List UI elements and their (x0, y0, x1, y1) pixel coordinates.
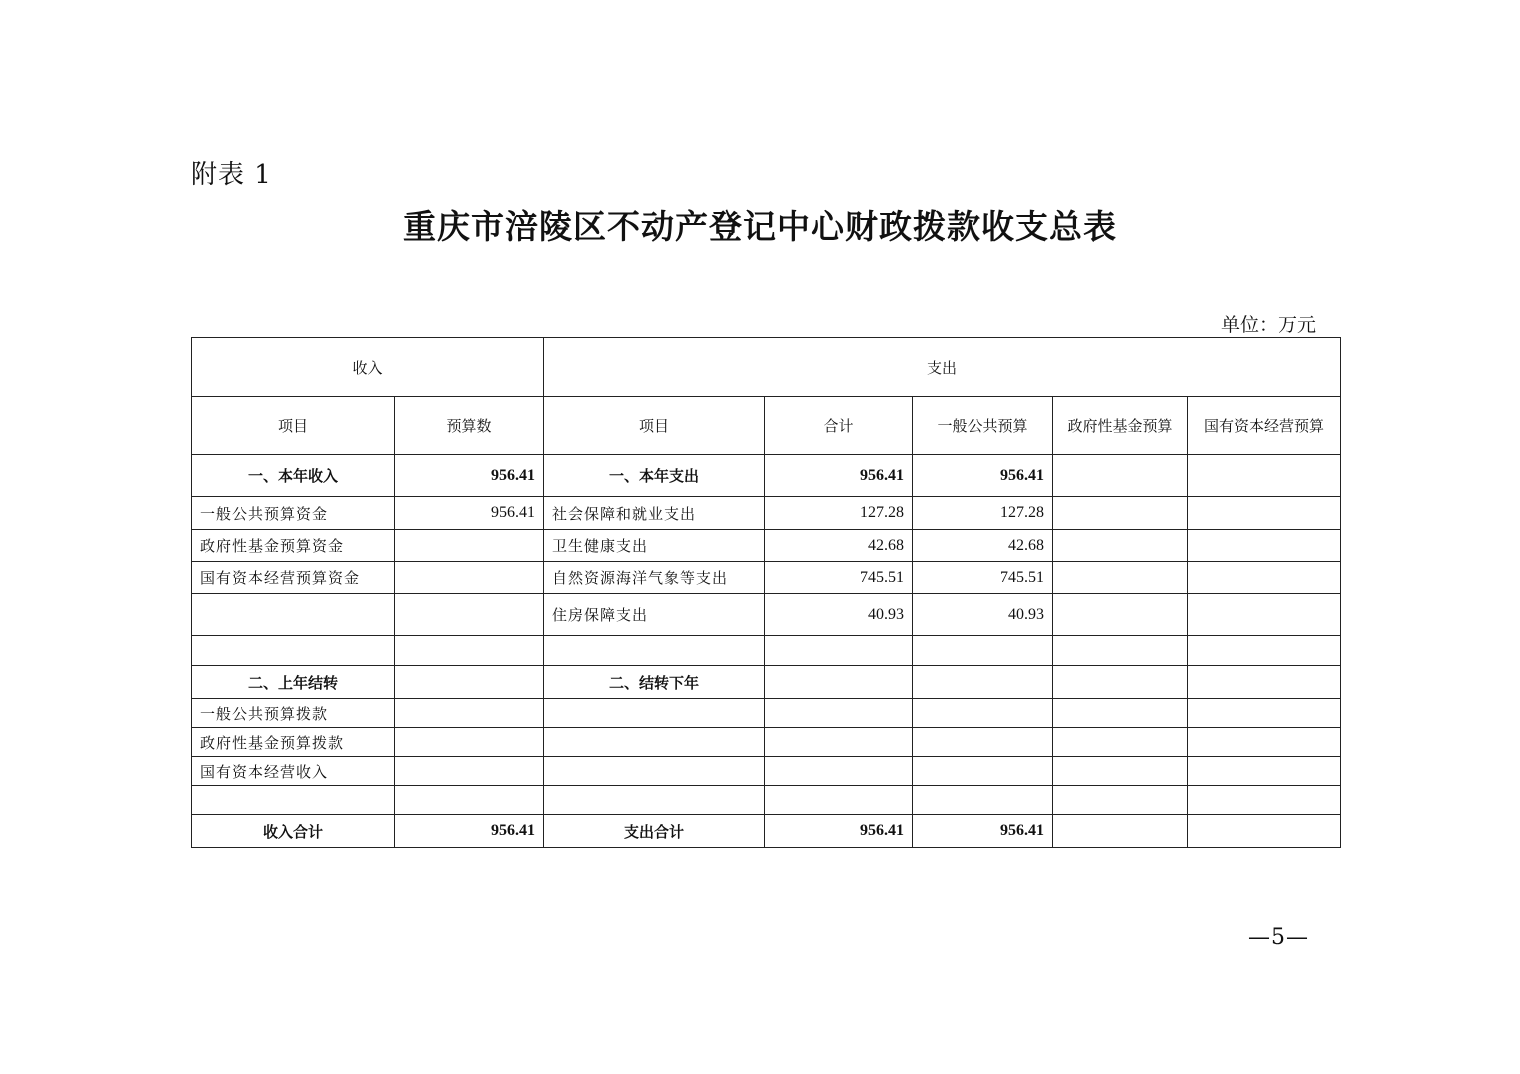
table-cell (1053, 757, 1188, 786)
table-cell (913, 666, 1053, 699)
table-cell (1188, 562, 1341, 594)
document-title: 重庆市涪陵区不动产登记中心财政拨款收支总表 (403, 207, 1117, 246)
table-cell: 956.41 (765, 455, 913, 497)
table-cell (544, 786, 765, 815)
table-cell: 42.68 (913, 530, 1053, 562)
table-row (192, 728, 1341, 757)
attachment-label: 附表 1 (191, 160, 272, 190)
table-cell: 政府性基金预算拨款 (192, 728, 395, 757)
table-cell (1053, 455, 1188, 497)
table-cell: 政府性基金预算资金 (192, 530, 395, 562)
table-cell: 收入合计 (192, 815, 395, 848)
table-cell (765, 666, 913, 699)
table-cell (1053, 815, 1188, 848)
table-cell (913, 757, 1053, 786)
table-row (192, 757, 1341, 786)
table-cell (395, 786, 544, 815)
column-header: 项目 (192, 397, 395, 455)
table-cell (1053, 728, 1188, 757)
table-row (192, 530, 1341, 562)
table-cell (1053, 562, 1188, 594)
table-row (192, 497, 1341, 530)
table-cell (765, 757, 913, 786)
table-cell: 956.41 (395, 455, 544, 497)
table-cell: 127.28 (765, 497, 913, 530)
table-cell (1188, 594, 1341, 636)
table-cell (913, 699, 1053, 728)
table-cell (1053, 530, 1188, 562)
income-group-header: 收入 (192, 338, 544, 397)
table-row (192, 699, 1341, 728)
table-cell (765, 786, 913, 815)
table-cell (765, 636, 913, 666)
table-cell (1188, 455, 1341, 497)
table-cell: 956.41 (395, 815, 544, 848)
column-header: 政府性基金预算 (1053, 397, 1188, 455)
column-header: 一般公共预算 (913, 397, 1053, 455)
table-cell: 国有资本经营预算资金 (192, 562, 395, 594)
table-cell (395, 728, 544, 757)
table-cell (913, 728, 1053, 757)
table-cell (1053, 636, 1188, 666)
page-number: —5— (1248, 925, 1309, 950)
unit-label: 单位：万元 (1220, 314, 1316, 336)
table-row (192, 666, 1341, 699)
table-cell (913, 636, 1053, 666)
table-cell (1053, 699, 1188, 728)
table-cell: 二、结转下年 (544, 666, 765, 699)
table-cell (1053, 786, 1188, 815)
table-cell: 自然资源海洋气象等支出 (544, 562, 765, 594)
table-cell (544, 757, 765, 786)
column-header: 国有资本经营预算 (1188, 397, 1341, 455)
table-cell (765, 728, 913, 757)
table-cell (395, 699, 544, 728)
table-row (192, 594, 1341, 636)
table-cell: 住房保障支出 (544, 594, 765, 636)
table-cell (395, 530, 544, 562)
table-cell (544, 699, 765, 728)
column-header-row (192, 397, 1341, 455)
table-cell: 956.41 (395, 497, 544, 530)
table-row (192, 562, 1341, 594)
table-cell (192, 594, 395, 636)
table-cell (1188, 699, 1341, 728)
column-header: 项目 (544, 397, 765, 455)
table-cell (1188, 786, 1341, 815)
table-cell (395, 636, 544, 666)
table-cell: 国有资本经营收入 (192, 757, 395, 786)
column-header: 合计 (765, 397, 913, 455)
table-cell (1188, 497, 1341, 530)
table-cell (1188, 636, 1341, 666)
totals-row (192, 815, 1341, 848)
table-cell (1053, 594, 1188, 636)
table-row (192, 636, 1341, 666)
table-cell (544, 636, 765, 666)
table-cell: 127.28 (913, 497, 1053, 530)
table-cell: 40.93 (913, 594, 1053, 636)
table-cell: 卫生健康支出 (544, 530, 765, 562)
table-cell (765, 699, 913, 728)
table-cell (395, 594, 544, 636)
table-cell: 956.41 (765, 815, 913, 848)
table-cell: 一般公共预算资金 (192, 497, 395, 530)
table-cell (1188, 728, 1341, 757)
table-cell: 社会保障和就业支出 (544, 497, 765, 530)
table-cell: 42.68 (765, 530, 913, 562)
table-cell (395, 562, 544, 594)
table-cell (1188, 530, 1341, 562)
table-cell (1188, 815, 1341, 848)
table-cell: 956.41 (913, 455, 1053, 497)
table-row (192, 786, 1341, 815)
table-cell (544, 728, 765, 757)
budget-summary-table (191, 337, 1341, 848)
table-cell (192, 636, 395, 666)
table-cell: 一、本年收入 (192, 455, 395, 497)
table-cell: 支出合计 (544, 815, 765, 848)
table-row (192, 455, 1341, 497)
column-header: 预算数 (395, 397, 544, 455)
table-cell: 745.51 (913, 562, 1053, 594)
table-cell (395, 666, 544, 699)
table-cell (1053, 666, 1188, 699)
group-header-row (192, 338, 1341, 397)
table-cell (1188, 666, 1341, 699)
table-cell (192, 786, 395, 815)
table-cell (395, 757, 544, 786)
table-cell (1053, 497, 1188, 530)
table-cell: 一般公共预算拨款 (192, 699, 395, 728)
table-cell: 745.51 (765, 562, 913, 594)
table-cell (913, 786, 1053, 815)
table-cell (1188, 757, 1341, 786)
table-cell: 一、本年支出 (544, 455, 765, 497)
expenditure-group-header: 支出 (544, 338, 1341, 397)
table-cell: 40.93 (765, 594, 913, 636)
table-cell: 956.41 (913, 815, 1053, 848)
table-cell: 二、上年结转 (192, 666, 395, 699)
